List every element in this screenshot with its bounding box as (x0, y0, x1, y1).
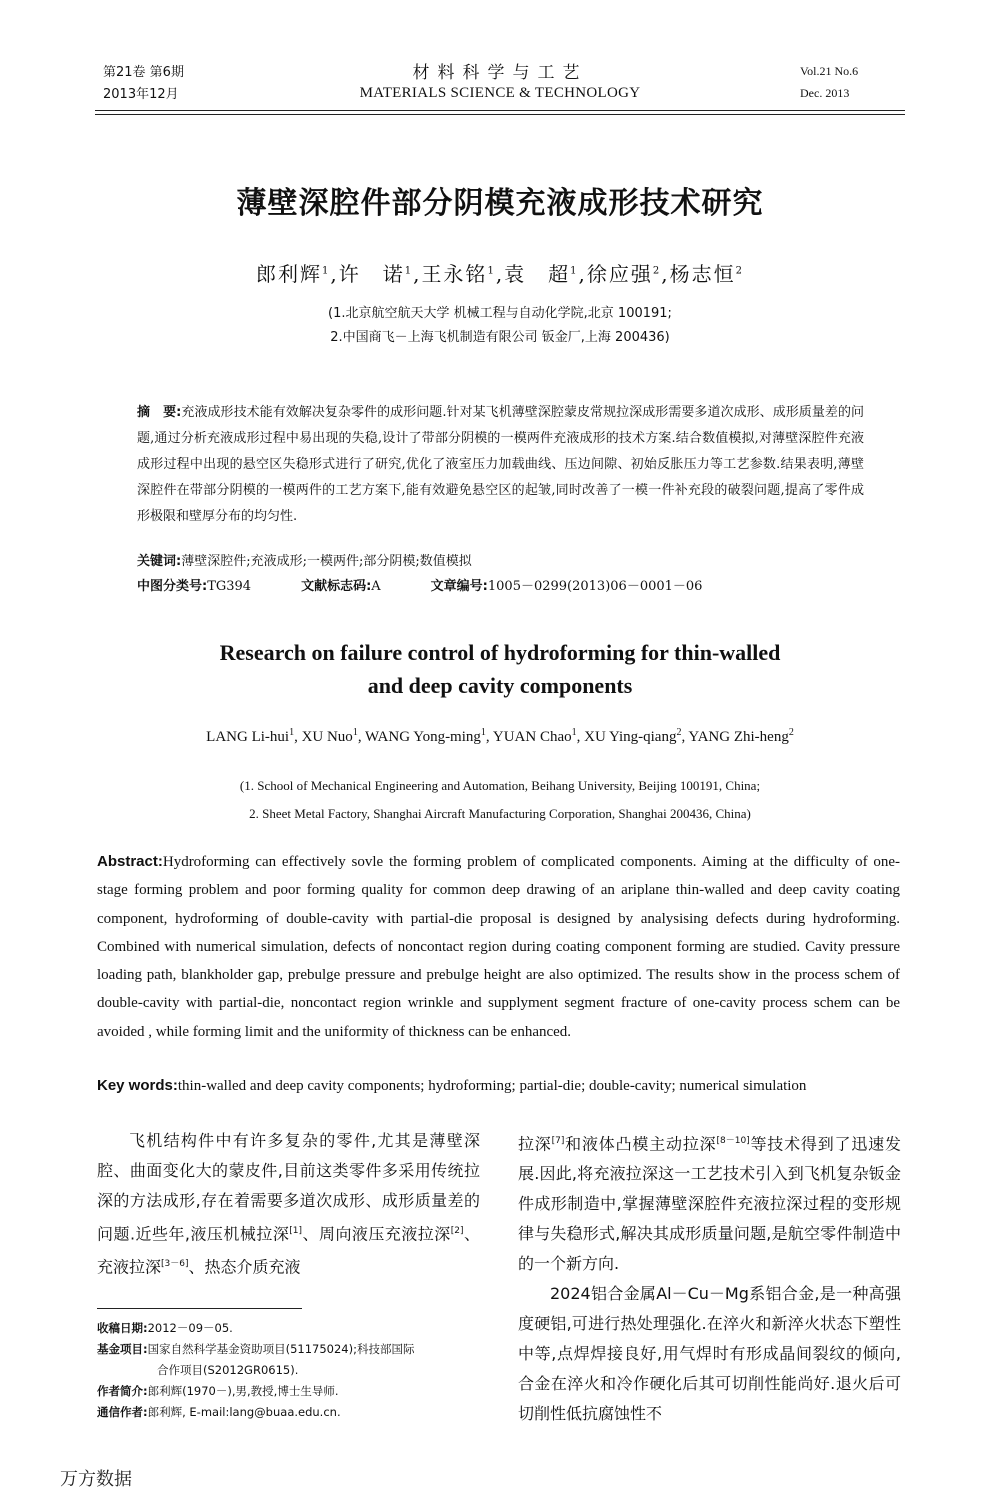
author-cn: 徐应强$^2$ (586, 262, 662, 286)
title-en-line-1: Research on failure control of hydroforming for thin-walled (219, 640, 781, 665)
author-en: XU Nuo$^1$ (301, 727, 358, 745)
footnote-rule (97, 1308, 302, 1309)
keywords-en (97, 1074, 900, 1098)
clc-number: 中图分类号:TG394 (137, 579, 252, 594)
author-en: LANG Li-hui$^1$ (206, 727, 295, 745)
paper-title-en (0, 636, 1000, 702)
document-code: 文献标志码:A (301, 579, 381, 594)
keywords-cn (137, 551, 864, 573)
author-en: YUAN Chao$^1$ (492, 727, 577, 745)
author-en: XU Ying-qiang$^2$ (584, 727, 682, 745)
authors-en: LANG Li-hui$^1$, XU Nuo$^1$, WANG Yong-ming$^1$, YUAN Chao$^1$, XU Ying-qiang$^2$, YANG Zhi-heng$^2$ (206, 727, 794, 745)
author-cn: 郎利辉$^1$ (255, 262, 331, 286)
abstract-en-label: Abstract: (97, 853, 163, 870)
affiliation-en-1: (1. School of Mechanical Engineering and Automation, Beihang University, Beijing 100191, China; (239, 778, 761, 793)
footnotes (97, 1318, 487, 1423)
abstract-cn-label: 摘 要: (137, 405, 182, 420)
date-cn: 2013年12月 (103, 87, 179, 102)
author-cn: 王永铭$^1$ (421, 262, 496, 286)
affiliation-cn-1: (1.北京航空航天大学 机械工程与自动化学院,北京 100191; (328, 306, 672, 321)
journal-name-en: MATERIALS SCIENCE & TECHNOLOGY (359, 85, 641, 101)
authors-cn: 郎利辉$^1$,许 诺$^1$,王永铭$^1$,袁 超$^1$,徐应强$^2$,杨志恒$^2$ (255, 262, 745, 286)
affiliation-en-2: 2. Sheet Metal Factory, Shanghai Aircraft Manufacturing Corporation, Shanghai 200436, China) (249, 806, 751, 821)
header-rule-thick (95, 110, 905, 111)
title-en-line-2: and deep cavity components (367, 673, 633, 698)
citation[interactable]: [7] (551, 1136, 565, 1146)
volume-issue-cn: 第21卷 第6期 (103, 65, 184, 80)
author-bio: 作者简介:郎利辉(1970－),男,教授,博士生导师. (97, 1384, 339, 1398)
author-en: WANG Yong-ming$^1$ (365, 727, 486, 745)
citation[interactable]: [3－6] (161, 1259, 189, 1270)
abstract-cn (137, 400, 864, 530)
author-en: YANG Zhi-heng$^2$ (688, 727, 794, 745)
paper-title-cn: 薄壁深腔件部分阴模充液成形技术研究 (236, 186, 764, 221)
journal-volume-issue-en (800, 60, 858, 104)
article-number: 文章编号:1005－0299(2013)06－0001－06 (430, 579, 703, 594)
corresponding-author: 通信作者:郎利辉, E-mail:lang@buaa.edu.cn. (97, 1405, 341, 1419)
journal-name (300, 58, 700, 102)
keywords-cn-label: 关键词: (137, 554, 182, 569)
keywords-cn-text: 薄壁深腔件;充液成形;一模两件;部分阴模;数值模拟 (181, 554, 472, 569)
received-date: 收稿日期:2012－09－05. (97, 1321, 233, 1335)
body-column-right (518, 1126, 901, 1429)
fund-info-cont: 合作项目(S2012GR0615). (157, 1363, 299, 1377)
affiliations-en (0, 772, 1000, 828)
citation[interactable]: [8－10] (716, 1136, 750, 1146)
affiliation-cn-2: 2.中国商飞－上海飞机制造有限公司 钣金厂,上海 200436) (330, 330, 670, 345)
keywords-en-label: Key words: (97, 1077, 178, 1094)
body-paragraph: 2024铝合金属Al－Cu－Mg系铝合金,是一种高强度硬铝,可进行热处理强化.在淬火和新淬火状态下塑性中等,点焊焊接良好,用气焊时有形成晶间裂纹的倾向,合金在淬火和冷作硬化后其可切削性能尚好.退火后可切削性低抗腐蚀性不 (518, 1284, 901, 1424)
author-cn: 杨志恒$^2$ (669, 262, 745, 286)
body-paragraph: 拉深[7]和液体凸模主动拉深[8－10]等技术得到了迅速发展.因此,将充液拉深这一工艺技术引入到飞机复杂钣金件成形制造中,掌握薄壁深腔件充液拉深过程的变形规律与失稳形式,解决其成形质量问题,是航空零件制造中的一个新方向. (518, 1134, 901, 1274)
citation[interactable]: [1] (289, 1226, 303, 1236)
author-cn: 许 诺$^1$ (338, 262, 414, 286)
author-cn: 袁 超$^1$ (504, 262, 579, 286)
body-paragraph: 飞机结构件中有许多复杂的零件,尤其是薄壁深腔、曲面变化大的蒙皮件,目前这类零件多采用传统拉深的方法成形,存在着需要多道次成形、成形质量差的问题.近些年,液压机械拉深[1]、周向液压充液拉深[2]、充液拉深[3－6]、热态介质充液 (97, 1131, 480, 1277)
date-en: Dec. 2013 (800, 86, 850, 100)
header-rule-thin (95, 114, 905, 115)
abstract-cn-text: 充液成形技术能有效解决复杂零件的成形问题.针对某飞机薄壁深腔蒙皮常规拉深成形需要多道次成形、成形质量差的问题,通过分析充液成形过程中易出现的失稳,设计了带部分阴模的一模两件充液成形的技术方案.结合数值模拟,对薄壁深腔件充液成形过程中出现的悬空区失稳形式进行了研究,优化了液室压力加载曲线、压边间隙、初始反胀压力等工艺参数.结果表明,薄壁深腔件在带部分阴模的一模两件的工艺方案下,能有效避免悬空区的起皱,同时改善了一模一件补充段的破裂问题,提高了零件成形极限和壁厚分布的均匀性. (137, 405, 864, 524)
citation[interactable]: [2] (450, 1226, 464, 1236)
volume-issue-en: Vol.21 No.6 (800, 64, 859, 78)
abstract-en (97, 848, 900, 1046)
fund-info: 基金项目:国家自然科学基金资助项目(51175024);科技部国际 (97, 1342, 415, 1356)
keywords-en-text: thin-walled and deep cavity components; hydroforming; partial-die; double-cavity; numerical simulation (177, 1078, 807, 1094)
abstract-en-text: Hydroforming can effectively sovle the forming problem of complicated components. Aiming at the difficulty of one-stage forming problem and poor forming quality for common deep drawing of an ariplane thin-walled and deep cavity coating component, hydroforming of double-cavity with partial-die proposal is designed by analysising defects during hydroforming. Combined with numerical simulation, defects of noncontact region during coating component forming are studied. Cavity pressure loading path, blankholder gap, prebulge pressure and prebulge height are also optimized. The results show in the process schem of double-cavity with partial-die, noncontact region wrinkle and supplyment segment fracture of one-cavity process schem can be avoided , while forming limit and the uniformity of thickness can be enhanced. (97, 854, 900, 1040)
watermark: 万方数据 (60, 1469, 132, 1490)
journal-name-cn: 材料科学与工艺 (412, 63, 588, 83)
affiliations-cn (0, 302, 1000, 350)
body-column-left (97, 1126, 480, 1283)
journal-volume-issue (103, 62, 184, 106)
classification-line (137, 576, 864, 598)
